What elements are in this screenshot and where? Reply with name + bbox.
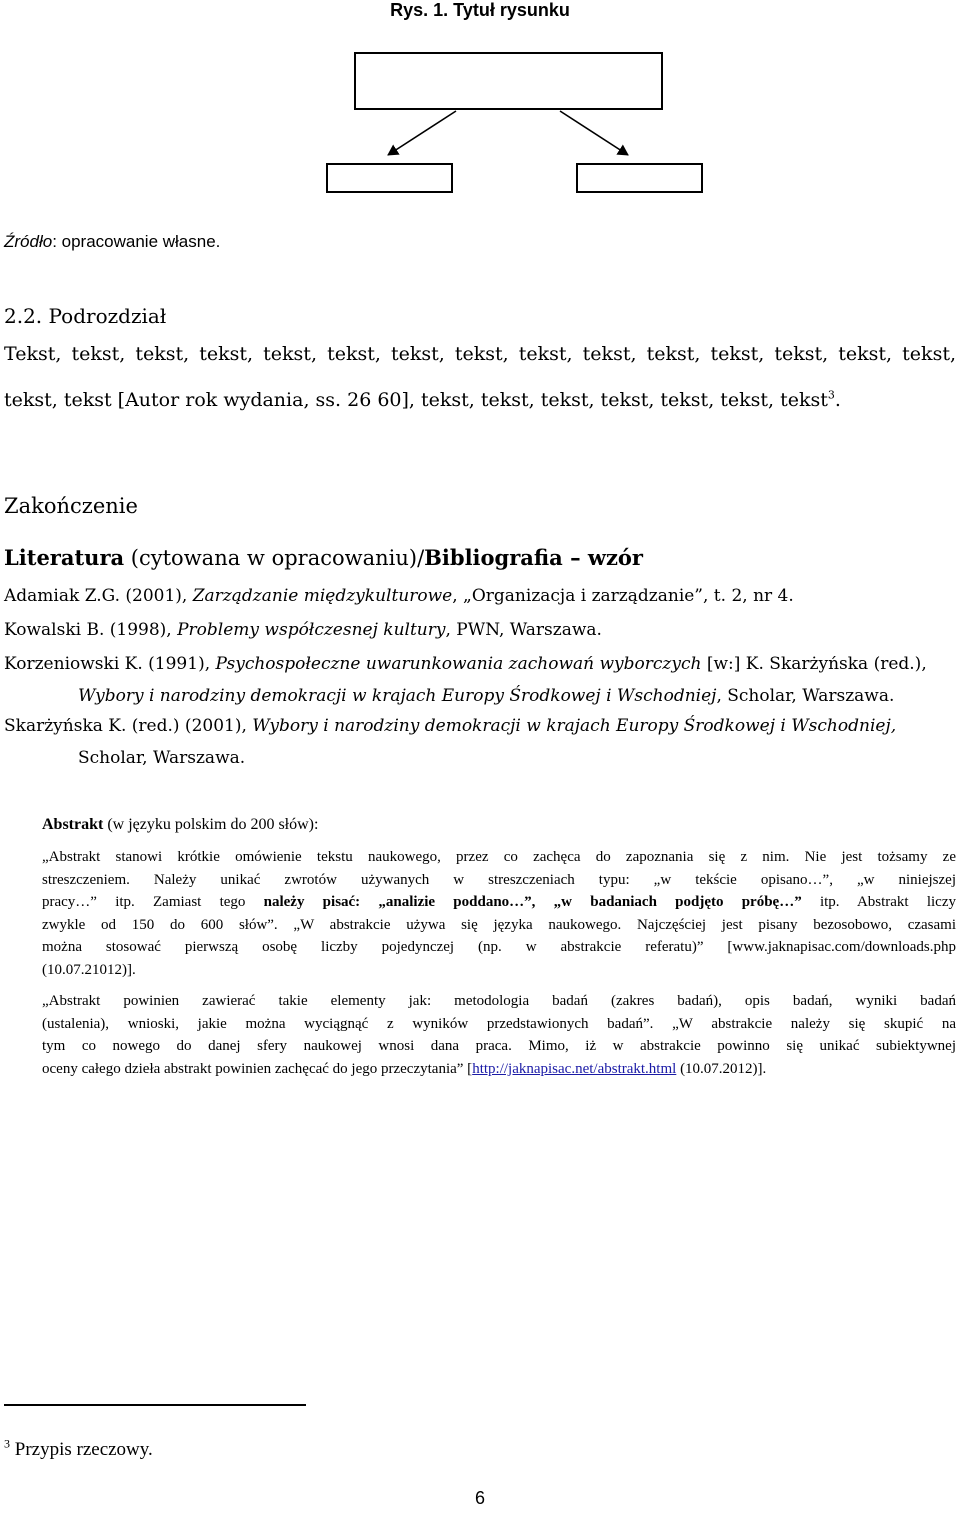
figure-title: Rys. 1. Tytuł rysunku [390,0,570,20]
abstract-line: zwykle od 150 do 600 słów”. „W abstrakcie używa się języka naukowego. Najczęściej jest pisany bezosobowo, czasami [42,917,956,933]
abstract-line: streszczeniem. Należy unikać zwrotów używanych w streszczeniach typu: „w tekście opisano…”, „w niniejszej [42,872,956,888]
bib-entry-line [4,710,956,742]
abstract-bold-text: należy pisać: „analizie poddano…”, „w badaniach podjęto próbę…” [263,894,802,910]
bib-entry-title: Psychospołeczne uwarunkowania zachowań wyborczych [215,654,702,674]
bib-heading-literatura: Literatura [4,545,125,570]
bib-entry-author: Adamiak Z.G. (2001), [4,586,193,606]
abstract-label: Abstrakt [42,816,104,833]
bib-entry-author: Kowalski B. (1998), [4,620,178,640]
bibliography-heading [4,544,643,572]
abstract-line: „Abstrakt stanowi krótkie omówienie tekstu naukowego, przez co zachęca do zapoznania się z nim. Nie jest tożsamy ze [42,849,956,865]
abstract-text: itp. Abstrakt liczy [801,894,956,910]
source-text: : opracowanie własne. [52,232,221,251]
abstract-line: „Abstrakt powinien zawierać takie elementy jak: metodologia badań (zakres badań), opis badań, wyniki badań [42,993,956,1009]
figure-source [4,230,220,254]
bib-entry-details: , PWN, Warszawa. [445,620,602,640]
abstract-line [42,1058,956,1081]
footnote [4,1438,153,1462]
abstract-line: (ustalenia), wnioski, jakie można wyciągnąć z wyników przedstawionych badań”. „W abstrakcie należy się skupić na [42,1016,956,1032]
subsection-line-2-text: tekst, tekst [Autor rok wydania, ss. 26 60], tekst, tekst, tekst, tekst, tekst, tekst, tekst [4,389,828,411]
bib-entry-continuation [4,680,956,712]
source-label: Źródło [4,232,53,251]
bib-entry-title: Wybory i narodziny demokracji w krajach Europy Środkowej i Wschodniej [78,686,717,706]
bib-entry-title: Zarządzanie międzykulturowe [192,586,453,606]
page-number: 6 [474,1488,485,1508]
bib-entry [4,580,956,612]
ending-heading: Zakończenie [4,494,138,518]
bib-entry [4,614,956,646]
bib-entry-continuation: Scholar, Warszawa. [78,748,246,768]
abstract-line: można stosować pierwszą osobę liczby pojedynczej (np. w abstrakcie referatu)” [www.jaknapisac.com/downloads.php [42,939,956,955]
bib-entry-line [4,648,956,680]
bib-heading-note: (cytowana w opracowaniu)/ [124,546,425,570]
subsection-heading: 2.2. Podrozdział [4,304,167,328]
bib-entry-details: , Scholar, Warszawa. [716,686,895,706]
footnote-text: Przypis rzeczowy. [10,1439,153,1460]
diagram-arrows [0,0,960,200]
abstract-source-link[interactable]: http://jaknapisac.net/abstrakt.html [472,1061,677,1077]
abstract-text: oceny całego dzieła abstrakt powinien zachęcać do jego przeczytania” [ [42,1061,473,1077]
abstract-text: (10.07.2012)]. [676,1061,767,1077]
bib-entry-title: Problemy współczesnej kultury [177,620,446,640]
footnote-ref: 3 [827,388,835,402]
bib-entry-author: Skarżyńska K. (red.) (2001), [4,716,253,736]
bib-entry-details: [w:] K. Skarżyńska (red.), [701,654,927,674]
bib-entry-author: Korzeniowski K. (1991), [4,654,216,674]
bib-entry [4,710,956,774]
subsection-line-2 [4,388,956,412]
abstract-line: tym co nowego do danej sfery naukowej wnosi dana praca. Mimo, iż w abstrakcie powinno się unikać subiektywnej [42,1038,956,1054]
bib-entry-details: , „Organizacja i zarządzanie”, t. 2, nr 4. [452,586,794,606]
subsection-line-1: Tekst, tekst, tekst, tekst, tekst, tekst, tekst, tekst, tekst, tekst, tekst, tekst, tekst, tekst, tekst, [4,343,956,365]
abstract-text: pracy…” itp. Zamiast tego [42,894,264,910]
abstract-line: (10.07.21012)]. [42,962,136,978]
bib-heading-bibliografia: Bibliografia – wzór [424,545,643,570]
abstract-line [42,891,956,914]
subsection-line-2-end: . [834,389,841,411]
abstract-heading [42,814,956,837]
abstract-label-note: (w języku polskim do 200 słów): [103,816,319,833]
footnote-number: 3 [4,1436,10,1451]
bib-entry-title: Wybory i narodziny demokracji w krajach Europy Środkowej i Wschodniej, [252,716,897,736]
arrow-right [560,111,628,155]
bib-entry [4,648,956,712]
footnote-separator [4,1404,306,1406]
arrow-left [388,111,456,155]
